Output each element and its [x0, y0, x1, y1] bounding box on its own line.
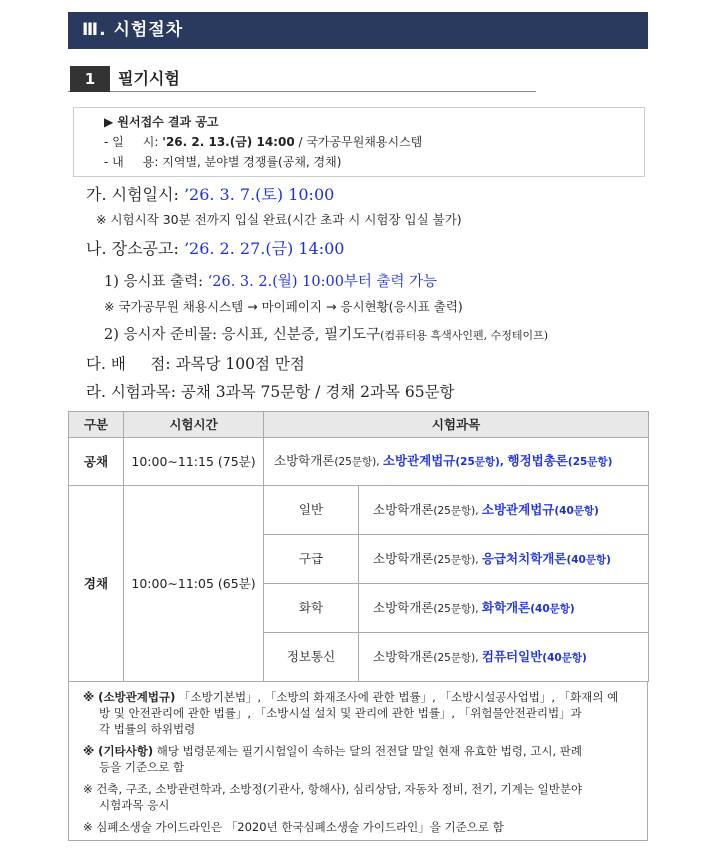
subject-plain: 소방학개론	[373, 550, 434, 566]
note-4-line-1: ※ 심폐소생술 가이드라인은 「2020년 한국심폐소생술 가이드라인」을 기준으로 함	[83, 820, 504, 834]
notice-date-value: '26. 2. 13.(금) 14:00	[162, 135, 295, 149]
note-2-text: 해당 법령문제는 필기시험일이 속하는 달의 전전달 말일 현재 유효한 법령, 고시, 판례	[153, 744, 583, 758]
subject-bold-count: (40문항)	[554, 504, 599, 517]
subject-bold: 응급처치학개론	[481, 550, 567, 566]
exam-subject-table	[68, 411, 649, 682]
notice-date-row	[104, 134, 422, 150]
subject-plain: 소방학개론	[373, 599, 434, 615]
subject-bold: 화학개론	[481, 599, 531, 615]
item-da-label: 다. 배 점:	[86, 355, 171, 373]
note-1-line-1	[83, 689, 618, 705]
notice-content-row	[104, 154, 341, 170]
gongchae-label: 공채	[69, 438, 124, 486]
item-ra-value: 공채 3과목 75문항 / 경채 2과목 65문항	[180, 383, 455, 401]
section-title: 필기시험	[118, 69, 180, 88]
note-1-head: ※ (소방관계법규)	[83, 690, 176, 704]
item-ga-value: ’26. 3. 7.(토) 10:00	[183, 185, 335, 204]
table-header-time: 시험시간	[124, 412, 264, 438]
subject-bold-2: 행정법총론	[507, 453, 568, 468]
item-n2-label: 2) 응시자 준비물: 응시표, 신분증, 필기도구	[104, 327, 381, 343]
chapter-header: Ⅲ. 시험절차	[68, 12, 648, 49]
note-2-line-2: 등을 기준으로 함	[99, 760, 185, 774]
gyeongchae-time: 10:00∼11:05 (65분)	[124, 486, 264, 682]
note-1-line-2: 방 및 안전관리에 관한 법률」, 「소방시설 설치 및 관리에 관한 법률」, 「위험물안전관리법」과	[99, 706, 582, 720]
field-name: 일반	[264, 486, 359, 535]
field-subjects	[359, 584, 649, 633]
item-na-value: ’26. 2. 27.(금) 14:00	[183, 239, 345, 258]
gongchae-subjects	[264, 438, 649, 486]
subject-bold: 컴퓨터일반	[481, 648, 543, 664]
notice-title-row	[104, 114, 219, 130]
item-da-value: 과목당 100점 만점	[175, 355, 305, 373]
item-da	[86, 352, 305, 374]
subject-bold-1-count: (25문항),	[455, 456, 508, 468]
table-header-subjects: 시험과목	[264, 412, 649, 438]
subject-bold-1: 소방관계법규	[382, 453, 456, 468]
gyeongchae-label: 경채	[69, 486, 124, 682]
subject-bold-2-count: (25문항)	[567, 456, 613, 468]
item-ga	[86, 182, 334, 205]
item-ga-label: 가. 시험일시:	[86, 185, 179, 204]
field-subjects	[359, 633, 649, 682]
field-name: 구급	[264, 535, 359, 584]
item-na-label: 나. 장소공고:	[86, 239, 179, 258]
note-1-text: 「소방기본법」, 「소방의 화재조사에 관한 법률」, 「소방시설공사업법」, 「화재의 예	[175, 690, 619, 704]
item-ra	[86, 380, 455, 402]
note-2-head: ※ (기타사항)	[83, 744, 154, 758]
notice-content-label: - 내 용:	[104, 155, 159, 169]
subject-bold-count: (40문항)	[566, 553, 611, 566]
subject-plain-count: (25문항),	[433, 651, 482, 664]
subject-plain: 소방학개론	[373, 648, 434, 664]
subject-plain-count: (25문항),	[433, 504, 482, 517]
subject-plain: 소방학개론	[373, 501, 434, 517]
subject-plain-count: (25문항),	[433, 553, 482, 566]
notice-date-rest: / 국가공무원채용시스템	[294, 135, 423, 149]
item-n2-small: (컴퓨터용 흑색사인펜, 수정테이프)	[380, 329, 548, 342]
subject-plain: 소방학개론	[274, 453, 335, 468]
section-header	[68, 66, 536, 92]
item-n1-note: ※ 국가공무원 채용시스템 → 마이페이지 → 응시현황(응시표 출력)	[104, 299, 463, 314]
notes-box	[68, 681, 648, 841]
section-number: 1	[70, 66, 110, 92]
item-n2	[104, 323, 548, 344]
item-n1-value: ‘26. 3. 2.(월) 10:00부터 출력 가능	[207, 274, 438, 290]
table-header-row	[69, 412, 649, 438]
item-n1	[104, 270, 437, 291]
field-name: 정보통신	[264, 633, 359, 682]
triangle-bullet-icon: ▶	[104, 115, 118, 129]
field-subjects	[359, 535, 649, 584]
gongchae-time: 10:00∼11:15 (75분)	[124, 438, 264, 486]
subject-bold-count: (40문항)	[530, 602, 575, 615]
item-ga-note: ※ 시험시작 30분 전까지 입실 완료(시간 초과 시 시험장 입실 불가)	[96, 212, 462, 227]
item-n1-label: 1) 응시표 출력:	[104, 274, 204, 290]
subject-plain-count: (25문항),	[334, 456, 383, 468]
notice-box	[73, 107, 645, 177]
field-name: 화학	[264, 584, 359, 633]
item-ra-label: 라. 시험과목:	[86, 383, 176, 401]
field-subjects	[359, 486, 649, 535]
table-row	[69, 438, 649, 486]
note-2-line-1	[83, 743, 582, 759]
subject-bold: 소방관계법규	[481, 501, 555, 517]
notice-content-value: 지역별, 분야별 경쟁률(공채, 경채)	[162, 155, 342, 169]
note-3-line-2: 시험과목 응시	[99, 798, 170, 812]
note-1-line-3: 각 법률의 하위법령	[99, 722, 196, 736]
item-na	[86, 236, 345, 259]
table-row	[69, 486, 649, 535]
subject-plain-count: (25문항),	[433, 602, 482, 615]
notice-title: 원서접수 결과 공고	[117, 115, 219, 129]
subject-bold-count: (40문항)	[542, 651, 587, 664]
notice-date-label: - 일 시:	[104, 135, 159, 149]
table-header-category: 구분	[69, 412, 124, 438]
note-3-line-1: ※ 건축, 구조, 소방관련학과, 소방정(기관사, 항해사), 심리상담, 자동차 정비, 전기, 기계는 일반분야	[83, 782, 583, 796]
